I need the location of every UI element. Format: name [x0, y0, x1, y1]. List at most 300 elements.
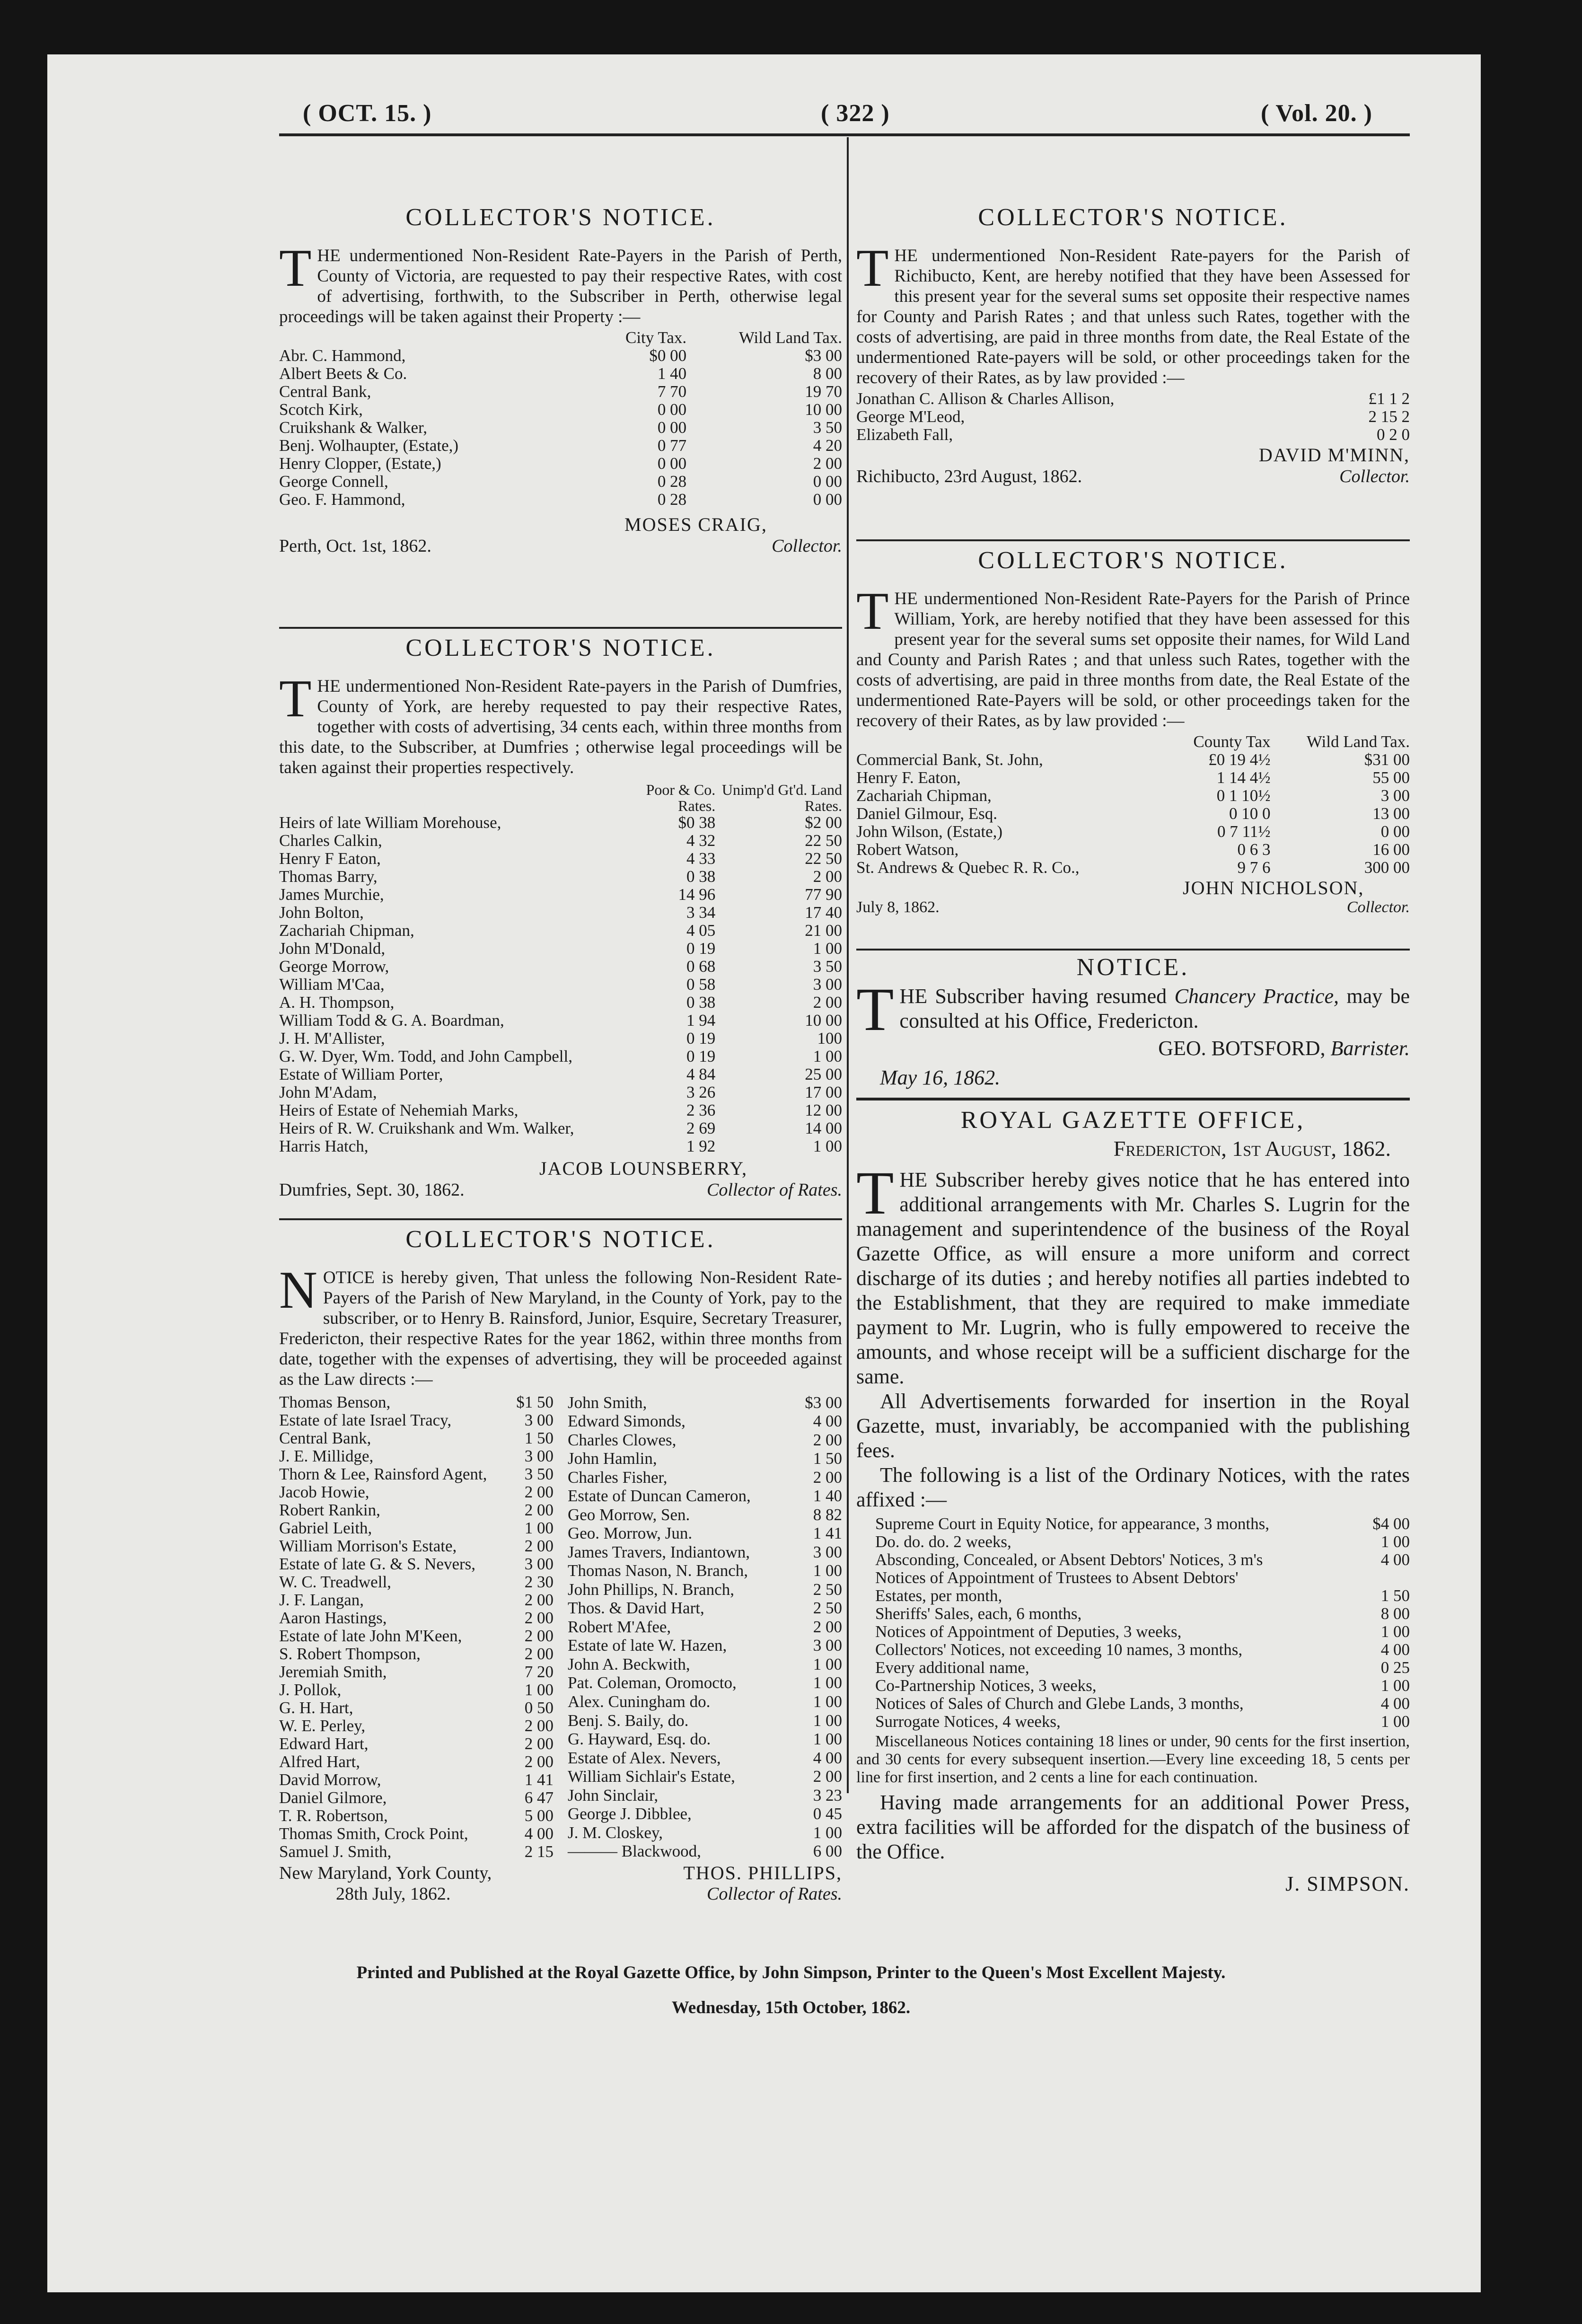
table-row: [279, 994, 842, 1012]
ratepayer-name: George Connell,: [279, 472, 388, 491]
amount-b: 3 00: [813, 975, 842, 994]
amount-b: 300 00: [1364, 858, 1410, 877]
notice-place-date: Dumfries, Sept. 30, 1862.: [279, 1180, 465, 1200]
fee-table: [875, 1515, 1410, 1731]
column-rule: [847, 137, 849, 1793]
notice-title: ROYAL GAZETTE OFFICE,: [960, 1107, 1306, 1134]
table-row: [279, 347, 842, 365]
amount-a: 4 05: [686, 921, 716, 940]
column-header: Poor & Co. Rates.: [646, 781, 716, 814]
amount-b: 3 50: [813, 957, 842, 976]
ratepayer-name: Estate of William Porter,: [279, 1065, 443, 1083]
notice-new-maryland: [279, 1225, 842, 1904]
amount: 0 25: [1380, 1658, 1410, 1677]
ratepayer-name: Benj. S. Baily, do.: [568, 1711, 689, 1730]
amount: 1 00: [524, 1681, 554, 1699]
table-row: [568, 1505, 842, 1524]
amount-b: 0 00: [1380, 822, 1410, 841]
amount: 4 00: [813, 1748, 842, 1767]
amount: 1 00: [813, 1730, 842, 1749]
amount: 2 50: [813, 1599, 842, 1618]
table-row: [568, 1786, 842, 1805]
ratepayer-name: John Hamlin,: [568, 1449, 657, 1468]
amount: 1 00: [1380, 1622, 1410, 1641]
amount-a: 0 28: [657, 472, 687, 491]
table-row: [279, 1735, 554, 1753]
ratepayer-name: ——— Blackwood,: [568, 1842, 701, 1861]
table-row: [875, 1695, 1410, 1713]
table-row: [568, 1393, 842, 1412]
amount-b: 2 00: [813, 993, 842, 1012]
amount-b: 1 00: [813, 939, 842, 958]
amount-a: 4 32: [686, 831, 716, 850]
ratepayer-name: James Travers, Indiantown,: [568, 1542, 750, 1561]
table-row: [279, 976, 842, 994]
ratepayer-name: Estate of late W. Hazen,: [568, 1636, 727, 1655]
amount: 4 00: [1380, 1640, 1410, 1659]
amount: 6 47: [524, 1788, 554, 1807]
collector-role: Collector.: [1339, 467, 1410, 486]
table-row: [279, 1012, 842, 1030]
amount: [1363, 1569, 1410, 1587]
table-row: [279, 1771, 554, 1789]
notice-title: COLLECTOR'S NOTICE.: [405, 1226, 716, 1253]
notice-title: COLLECTOR'S NOTICE.: [978, 547, 1288, 574]
table-row: [875, 1659, 1410, 1677]
amount: 4 00: [524, 1824, 554, 1843]
table-row: [568, 1711, 842, 1730]
notice-place-date: July 8, 1862.: [856, 898, 940, 916]
ratepayer-name: Estate of Alex. Nevers,: [568, 1748, 721, 1767]
table-row: [279, 1825, 554, 1843]
amount-b: 13 00: [1372, 804, 1410, 823]
amount: 3 00: [524, 1555, 554, 1573]
table-row: [279, 419, 842, 437]
table-row: [279, 437, 842, 455]
amount-b: 22 50: [805, 831, 842, 850]
section-rule: [856, 949, 1410, 951]
ratepayer-name: Elizabeth Fall,: [856, 425, 953, 444]
collector-role: Collector of Rates.: [706, 1180, 842, 1200]
amount-b: 77 90: [805, 885, 842, 904]
table-row: [279, 1030, 842, 1048]
table-row: [279, 850, 842, 868]
amount: 6 00: [813, 1842, 842, 1861]
table-row: [875, 1587, 1410, 1605]
table-row: [279, 922, 842, 940]
table-row: [279, 1609, 554, 1627]
amount: 1 41: [524, 1770, 554, 1789]
drop-cap: T: [856, 1159, 894, 1227]
amount: 1 00: [813, 1711, 842, 1730]
ratepayer-name: Charles Calkin,: [279, 831, 382, 850]
amount-b: 0 00: [813, 472, 842, 491]
ratepayer-name: Estates, per month,: [875, 1586, 1002, 1605]
notice-footer: [856, 899, 1410, 916]
ratepayer-name: John A. Beckwith,: [568, 1655, 690, 1673]
notice-body: THE undermentioned Non-Resident Rate-payers in the Parish of Dumfries, County of York, are hereby requested to pay their respective Rates, together with costs of advertising, 34 cents each, within three months from this date, to the Subscriber, at Dumfries ; otherwise legal proceedings will be taken against their properties respectively.: [279, 669, 842, 777]
table-row: [279, 1483, 554, 1501]
table-row: [279, 814, 842, 832]
amount-a: 1 14 4½: [1216, 768, 1271, 787]
amount-a: 0 7 11½: [1217, 822, 1271, 841]
ratepayer-name: John Sinclair,: [568, 1786, 659, 1805]
rates-table: [279, 782, 842, 1155]
amount: 2 00: [524, 1537, 554, 1555]
ratepayer-name: W. E. Perley,: [279, 1717, 366, 1735]
table-row: [875, 1569, 1410, 1587]
ratepayer-name: Commercial Bank, St. John,: [856, 750, 1043, 769]
amount-b: $31 00: [1364, 750, 1410, 769]
ratepayer-name: Henry F. Eaton,: [856, 768, 961, 787]
ratepayer-name: William M'Caa,: [279, 975, 385, 994]
ratepayer-name: Henry F Eaton,: [279, 849, 381, 868]
ratepayer-name: Jonathan C. Allison & Charles Allison,: [856, 389, 1115, 408]
amount: 3 23: [813, 1786, 842, 1805]
notice-title: COLLECTOR'S NOTICE.: [978, 204, 1288, 231]
amount-a: 0 19: [686, 1029, 716, 1048]
section-rule: [279, 1218, 842, 1220]
amount-a: 0 00: [657, 418, 687, 437]
table-row: [856, 408, 1410, 426]
notice-body: THE Subscriber having resumed Chancery Practice, may be consulted at his Office, Fredericton.: [856, 976, 1410, 1044]
ratepayer-name: Surrogate Notices, 4 weeks,: [875, 1712, 1061, 1731]
ratepayer-name: Notices of Sales of Church and Glebe Lands, 3 months,: [875, 1694, 1244, 1713]
table-row: [568, 1805, 842, 1823]
amount-b: 10 00: [805, 1011, 842, 1030]
paragraph: The following is a list of the Ordinary Notices, with the rates affixed :—: [856, 1463, 1410, 1511]
notice-date: 28th July, 1862.: [336, 1884, 451, 1904]
section-rule: [279, 627, 842, 629]
amount: 1 50: [813, 1449, 842, 1468]
ratepayer-name: William Sichlair's Estate,: [568, 1767, 735, 1786]
amount: 2 15 2: [1368, 407, 1410, 426]
table-row: [279, 832, 842, 850]
notice-title: COLLECTOR'S NOTICE.: [405, 634, 716, 661]
amount: 1 50: [524, 1429, 554, 1447]
column-header: Unimp'd Gt'd. Land Rates.: [721, 781, 842, 814]
notice-body: THE Subscriber hereby gives notice that he has entered into additional arrangements with Mr. Charles S. Lugrin for the management and superintendence of the business of the Royal Gazette Office, as will ensure a more uniform and correct discharge of its duties ; and hereby notifies all parties indebted to the Establishment, that they are required to make immediate payment to Mr. Lugrin, who is fully empowered to receive the amounts, and whose receipt will be a sufficient discharge for the same.: [856, 1159, 1410, 1388]
table-row: [279, 1681, 554, 1699]
table-row: [856, 859, 1410, 877]
amount: £1 1 2: [1368, 389, 1410, 408]
notice-perth: [279, 203, 842, 556]
ratepayer-name: Thorn & Lee, Rainsford Agent,: [279, 1465, 487, 1483]
amount: 5 00: [524, 1806, 554, 1825]
notice-footer: [856, 466, 1410, 487]
ratepayer-name: A. H. Thompson,: [279, 993, 395, 1012]
notice-prince-william: [856, 546, 1410, 916]
table-row: [856, 823, 1410, 841]
ratepayer-name: Notices of Appointment of Trustees to Absent Debtors': [875, 1568, 1239, 1587]
amount: 1 00: [524, 1519, 554, 1537]
paragraph: Miscellaneous Notices containing 18 lines or under, 90 cents for the first insertion, and 30 cents for every subsequent insertion.—Every line exceeding 18, 5 cents per line for first insertion, and 2 cents a line for each continuation.: [856, 1733, 1410, 1786]
amount-a: 4 84: [686, 1065, 716, 1083]
drop-cap: T: [856, 239, 889, 298]
ratepayer-name: J. F. Langan,: [279, 1591, 364, 1609]
table-row: [875, 1533, 1410, 1551]
table-row: [279, 1663, 554, 1681]
ratepayer-name: John M'Donald,: [279, 939, 386, 958]
amount-a: 0 58: [686, 975, 716, 994]
notice-place-date: Perth, Oct. 1st, 1862.: [279, 536, 431, 556]
table-row: [279, 1119, 842, 1137]
amount: 1 00: [813, 1673, 842, 1692]
amount: 4 00: [813, 1412, 842, 1431]
amount: $1 50: [516, 1393, 554, 1411]
amount: 1 00: [813, 1561, 842, 1580]
table-row: [279, 1393, 554, 1411]
ratepayer-name: Supreme Court in Equity Notice, for appearance, 3 months,: [875, 1514, 1269, 1533]
table-row: [279, 904, 842, 922]
amount-a: 0 77: [657, 436, 687, 455]
ratepayer-name: G. Hayward, Esq. do.: [568, 1730, 711, 1749]
amount-a: 7 70: [657, 382, 687, 401]
ratepayer-name: J. M. Closkey,: [568, 1823, 663, 1842]
table-row: [568, 1637, 842, 1655]
ratepayer-name: John Bolton,: [279, 903, 364, 922]
amount-a: 1 94: [686, 1011, 716, 1030]
column-header: City Tax.: [625, 328, 687, 347]
amount-b: 21 00: [805, 921, 842, 940]
rates-table: [856, 733, 1410, 877]
collector-signature: THOS. PHILLIPS,: [683, 1862, 842, 1884]
amount: 1 41: [813, 1524, 842, 1543]
table-row: [875, 1677, 1410, 1695]
rates-table: [856, 390, 1410, 444]
notice-signature: J. SIMPSON.: [1285, 1872, 1410, 1895]
amount-a: 0 6 3: [1237, 840, 1271, 859]
collector-signature: DAVID M'MINN,: [1258, 444, 1410, 466]
ratepayer-name: Sheriffs' Sales, each, 6 months,: [875, 1604, 1082, 1623]
amount: 2 00: [524, 1717, 554, 1735]
column-header: County Tax: [1193, 732, 1271, 751]
table-row: [856, 841, 1410, 859]
table-row: [279, 1465, 554, 1483]
paragraph: All Advertisements forwarded for insertion in the Royal Gazette, must, invariably, be accompanied with the publishing fees.: [856, 1390, 1410, 1462]
amount: 2 00: [524, 1752, 554, 1771]
amount-a: 4 33: [686, 849, 716, 868]
ratepayer-name: William Morrison's Estate,: [279, 1537, 457, 1555]
notice-body: THE undermentioned Non-Resident Rate-payers for the Parish of Richibucto, Kent, are hereby notified that they have been Assessed for this present year for the several sums set opposite their respective names for County and Parish Rates ; and that unless such Rates, together with the costs of advertising, are paid in three months from date, the Real Estate of the undermentioned Rate-payers will be sold, or other proceedings taken for the recovery of their Rates, as by law provided :—: [856, 239, 1410, 387]
amount: 2 00: [524, 1734, 554, 1753]
paragraph: Having made arrangements for an additional Power Press, extra facilities will be afforded for the dispatch of the business of the Office.: [856, 1791, 1410, 1863]
ratepayer-name: Co-Partnership Notices, 3 weeks,: [875, 1676, 1097, 1695]
amount-a: 0 19: [686, 1047, 716, 1065]
amount: 3 00: [524, 1411, 554, 1429]
notice-dateline: Fredericton, 1st August, 1862.: [1113, 1136, 1391, 1161]
table-row: [875, 1713, 1410, 1731]
table-row: [568, 1823, 842, 1842]
amount-a: 0 38: [686, 867, 716, 886]
table-row: [279, 1429, 554, 1447]
column-header: Wild Land Tax.: [1306, 732, 1410, 751]
ratepayer-name: Alex. Cuningham do.: [568, 1692, 711, 1711]
ratepayer-name: Scotch Kirk,: [279, 400, 363, 419]
section-rule: [856, 539, 1410, 541]
table-row: [568, 1618, 842, 1637]
notice-body: THE undermentioned Non-Resident Rate-Payers for the Parish of Prince William, York, are hereby notified that they have been assessed for this present year for the several sums set opposite their names, for Wild Land and County and Parish Rates ; and that unless such Rates, together with the costs of advertising, are paid in three months from date, the Real Estate of the undermentioned Rate-Payers will be sold, or other proceedings taken for the recovery of their Rates, as by law provided :—: [856, 582, 1410, 731]
amount: 0 50: [524, 1699, 554, 1717]
amount: 1 00: [1380, 1532, 1410, 1551]
amount-b: 22 50: [805, 849, 842, 868]
table-row: [568, 1580, 842, 1599]
table-row: [568, 1450, 842, 1469]
header-date: ( OCT. 15. ): [303, 100, 432, 127]
ratepayer-name: Daniel Gilmour, Esq.: [856, 804, 997, 823]
amount: 1 00: [813, 1823, 842, 1842]
amount: 4 00: [1380, 1694, 1410, 1713]
amount-b: 19 70: [805, 382, 842, 401]
table-row: [279, 1137, 842, 1155]
ratepayer-name: James Murchie,: [279, 885, 384, 904]
amount-b: 17 00: [805, 1083, 842, 1101]
table-row: [279, 1645, 554, 1663]
table-row: [279, 1591, 554, 1609]
table-row: [875, 1623, 1410, 1641]
amount-b: 8 00: [813, 364, 842, 383]
amount: 2 00: [524, 1591, 554, 1609]
notice-place-date: Richibucto, 23rd August, 1862.: [856, 467, 1082, 486]
table-row: [856, 769, 1410, 787]
ratepayer-name: Estate of Duncan Cameron,: [568, 1487, 751, 1505]
amount-a: 0 1 10½: [1216, 786, 1271, 805]
amount-b: 4 20: [813, 436, 842, 455]
amount-a: 0 00: [657, 454, 687, 473]
amount: 2 00: [524, 1627, 554, 1645]
amount-a: 2 69: [686, 1119, 716, 1137]
notice-footer-2: [279, 1884, 842, 1904]
table-row: [279, 365, 842, 383]
amount-a: $0 00: [649, 346, 687, 365]
drop-cap: T: [279, 239, 312, 298]
amount: 3 00: [813, 1636, 842, 1655]
ratepayer-name: Central Bank,: [279, 1429, 371, 1447]
table-row: [279, 1101, 842, 1119]
ratepayer-name: Aaron Hastings,: [279, 1609, 387, 1627]
amount: 2 00: [524, 1609, 554, 1627]
amount-b: 17 40: [805, 903, 842, 922]
amount-b: 55 00: [1372, 768, 1410, 787]
ratepayer-name: Charles Clowes,: [568, 1430, 677, 1449]
ratepayer-name: Abr. C. Hammond,: [279, 346, 406, 365]
amount: 3 50: [524, 1465, 554, 1483]
ratepayer-name: Heirs of R. W. Cruikshank and Wm. Walker,: [279, 1119, 574, 1137]
amount-b: 12 00: [805, 1101, 842, 1119]
table-row: [279, 1083, 842, 1101]
table-row: [856, 390, 1410, 408]
ratepayer-name: Thomas Benson,: [279, 1393, 391, 1411]
ratepayer-name: T. R. Robertson,: [279, 1806, 388, 1825]
table-row: [568, 1468, 842, 1487]
notice-body: THE undermentioned Non-Resident Rate-Payers in the Parish of Perth, County of Victoria, are requested to pay their respective Rates, with cost of advertising, forthwith, to the Subscriber in Perth, otherwise legal proceedings will be taken against their Property :—: [279, 239, 842, 326]
amount-a: 0 10 0: [1229, 804, 1271, 823]
amount: 8 00: [1380, 1604, 1410, 1623]
rates-table: [279, 329, 842, 509]
amount-a: 1 40: [657, 364, 687, 383]
ratepayer-name: Edward Hart,: [279, 1734, 369, 1753]
amount-b: 16 00: [1372, 840, 1410, 859]
table-row: [568, 1730, 842, 1749]
table-row: [279, 1555, 554, 1573]
table-row: [279, 886, 842, 904]
ratepayer-name: Central Bank,: [279, 382, 371, 401]
amount-a: 0 00: [657, 400, 687, 419]
amount: 4 00: [1380, 1550, 1410, 1569]
collector-signature: JACOB LOUNSBERRY,: [539, 1158, 748, 1179]
table-row: [279, 1048, 842, 1065]
amount-b: $3 00: [805, 346, 842, 365]
table-row: [279, 1065, 842, 1083]
table-row: [568, 1842, 842, 1861]
ratepayer-name: Thomas Nason, N. Branch,: [568, 1561, 748, 1580]
collector-role: Collector of Rates.: [706, 1884, 842, 1904]
ratepayer-name: Harris Hatch,: [279, 1137, 369, 1155]
table-row: [279, 1753, 554, 1771]
table-row: [568, 1412, 842, 1431]
table-row: [279, 491, 842, 509]
ratepayer-name: St. Andrews & Quebec R. R. Co.,: [856, 858, 1080, 877]
notice-botsford: [856, 953, 1410, 1090]
ratepayer-name: J. H. M'Allister,: [279, 1029, 385, 1048]
ratepayer-name: Geo. Morrow, Jun.: [568, 1524, 693, 1543]
amount-b: 3 00: [1380, 786, 1410, 805]
table-row: [568, 1674, 842, 1693]
table-row: [568, 1524, 842, 1543]
table-row: [568, 1655, 842, 1674]
amount: 1 50: [1380, 1586, 1410, 1605]
notice-date: May 16, 1862.: [880, 1066, 1001, 1089]
amount-b: 10 00: [805, 400, 842, 419]
amount-b: 2 00: [813, 867, 842, 886]
table-row: [279, 455, 842, 473]
ratepayer-name: John Phillips, N. Branch,: [568, 1580, 734, 1599]
amount: 8 82: [813, 1505, 842, 1524]
table-row: [568, 1431, 842, 1450]
amount: 1 00: [1380, 1676, 1410, 1695]
table-row: [568, 1767, 842, 1786]
amount: 0 45: [813, 1805, 842, 1823]
amount: 2 00: [813, 1767, 842, 1786]
table-row: [875, 1515, 1410, 1533]
table-row: [279, 473, 842, 491]
amount-a: 0 19: [686, 939, 716, 958]
amount-a: 0 28: [657, 490, 687, 509]
table-row: [875, 1551, 1410, 1569]
amount-b: 1 00: [813, 1047, 842, 1065]
ratepayer-name: Albert Beets & Co.: [279, 364, 407, 383]
ratepayer-name: Heirs of late William Morehouse,: [279, 813, 501, 832]
table-row: [279, 1447, 554, 1465]
table-row: [875, 1605, 1410, 1623]
table-row: [568, 1487, 842, 1506]
ratepayer-name: George Morrow,: [279, 957, 389, 976]
amount: 2 00: [813, 1430, 842, 1449]
ratepayer-name: G. W. Dyer, Wm. Todd, and John Campbell,: [279, 1047, 572, 1065]
table-row: [279, 1537, 554, 1555]
amount: 3 00: [524, 1447, 554, 1465]
amount-a: 2 36: [686, 1101, 716, 1119]
drop-cap: T: [856, 976, 894, 1044]
amount: 2 00: [524, 1645, 554, 1663]
amount-a: 14 96: [678, 885, 716, 904]
amount-a: 0 38: [686, 993, 716, 1012]
table-row: [279, 940, 842, 958]
amount: 1 00: [1380, 1712, 1410, 1731]
ratepayer-name: Henry Clopper, (Estate,): [279, 454, 441, 473]
notice-signature: GEO. BOTSFORD, Barrister.: [1158, 1037, 1410, 1060]
amount: 2 15: [524, 1842, 554, 1861]
